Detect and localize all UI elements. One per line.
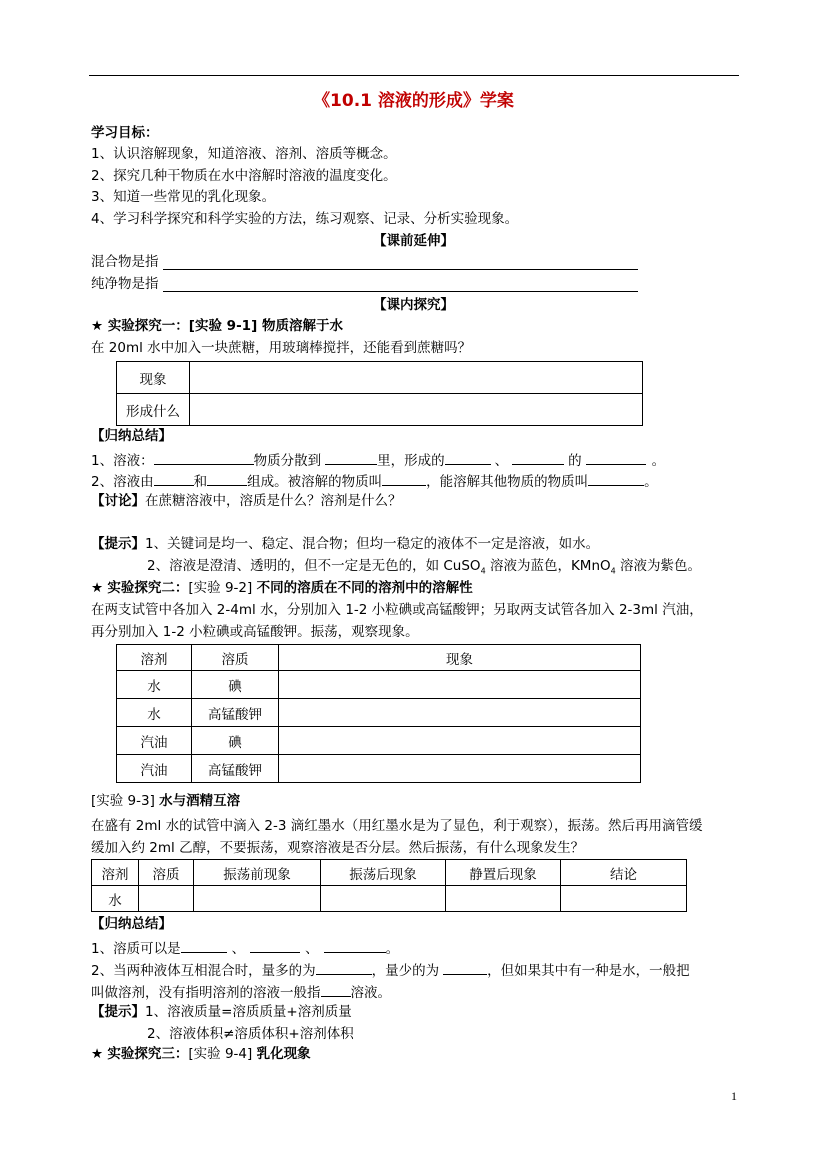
pure-blank[interactable] — [163, 291, 638, 292]
discussion: 【讨论】在蔗糖溶液中，溶质是什么？溶剂是什么？ — [91, 493, 402, 509]
table-header: 振荡前现象 — [194, 860, 321, 886]
exp3-heading: [实验 9-3] 水与酒精互溶 — [91, 793, 241, 809]
exp2-heading: ★ 实验探究二：[实验 9-2] 不同的溶质在不同的溶剂中的溶解性 — [91, 580, 473, 596]
table-row: 汽油 碘 — [117, 727, 641, 755]
table-row: 水 高锰酸钾 — [117, 699, 641, 727]
table-row: 汽油 高锰酸钾 — [117, 755, 641, 783]
header-rule — [89, 75, 739, 76]
answer-cell[interactable] — [139, 886, 194, 912]
objective-item: 1、认识溶解现象，知道溶液、溶剂、溶质等概念。 — [91, 146, 397, 162]
summary1-line1: 1、溶液： 物质分散到 里，形成的 、 的 。 — [91, 453, 666, 469]
pure-label: 纯净物是指 — [91, 276, 159, 292]
fill-blank[interactable] — [445, 452, 491, 465]
mixture-label: 混合物是指 — [91, 254, 159, 270]
table-header: 静置后现象 — [446, 860, 561, 886]
answer-cell[interactable] — [446, 886, 561, 912]
fill-blank[interactable] — [154, 452, 254, 465]
exp1-row-label: 现象 — [117, 362, 190, 394]
table-header: 现象 — [279, 645, 641, 671]
inclass-heading: 【课内探究】 — [373, 297, 454, 313]
fill-blank[interactable] — [154, 473, 194, 486]
summary1-heading: 【归纳总结】 — [91, 428, 172, 444]
exp2-description-1: 在两支试管中各加入 2-4ml 水，分别加入 1-2 小粒碘或高锰酸钾；另取两支试管各加入 2-3ml 汽油， — [91, 602, 703, 618]
page-number: 1 — [731, 1089, 737, 1103]
exp4-heading: ★ 实验探究三：[实验 9-4] 乳化现象 — [91, 1046, 311, 1062]
observation-cell[interactable] — [279, 699, 641, 727]
table-row: 水 碘 — [117, 671, 641, 699]
fill-blank[interactable] — [207, 473, 247, 486]
summary2-line2: 2、当两种液体互相混合时，量多的为 ，量少的为 ，但如果其中有一种是水，一般把 — [91, 963, 690, 979]
fill-blank[interactable] — [586, 452, 646, 465]
summary2-line3: 叫做溶剂，没有指明溶剂的溶液一般指 溶液。 — [91, 985, 391, 1001]
mixture-blank[interactable] — [163, 269, 638, 270]
preclass-heading: 【课前延伸】 — [373, 233, 454, 249]
table-header: 溶剂 — [92, 860, 139, 886]
observation-cell[interactable] — [279, 671, 641, 699]
observation-cell[interactable] — [279, 755, 641, 783]
exp1-table — [116, 361, 643, 426]
fill-blank[interactable] — [443, 962, 487, 975]
objective-item: 4、学习科学探究和科学实验的方法，练习观察、记录、分析实验现象。 — [91, 211, 519, 227]
exp1-description: 在 20ml 水中加入一块蔗糖，用玻璃棒搅拌，还能看到蔗糖吗？ — [91, 340, 472, 356]
fill-blank[interactable] — [588, 473, 644, 486]
star-icon: ★ — [91, 580, 104, 596]
tip1-line2: 2、溶液是澄清、透明的，但不一定是无色的，如 CuSO$_4$ 溶液为蓝色，KMnO$_4$ 溶液为紫色。 — [147, 558, 702, 576]
exp3-description-2: 缓加入约 2ml 乙醇，不要振荡，观察溶液是否分层。然后振荡，有什么现象发生？ — [91, 840, 585, 856]
fill-blank[interactable] — [316, 962, 372, 975]
star-icon: ★ — [91, 318, 104, 334]
observation-cell[interactable] — [279, 727, 641, 755]
fill-blank[interactable] — [321, 984, 351, 997]
answer-cell[interactable] — [321, 886, 446, 912]
fill-blank[interactable] — [181, 940, 227, 953]
tip2-line1: 【提示】1、溶液质量=溶质质量+溶剂质量 — [91, 1004, 352, 1020]
exp1-answer-cell[interactable] — [190, 394, 643, 426]
summary2-heading: 【归纳总结】 — [91, 916, 172, 932]
fill-blank[interactable] — [324, 940, 386, 953]
answer-cell[interactable] — [561, 886, 687, 912]
table-header: 振荡后现象 — [321, 860, 446, 886]
table-header: 结论 — [561, 860, 687, 886]
objectives-heading: 学习目标： — [91, 125, 159, 141]
tip2-line2: 2、溶液体积≠溶质体积+溶剂体积 — [147, 1026, 354, 1042]
objective-item: 3、知道一些常见的乳化现象。 — [91, 189, 276, 205]
summary2-line1: 1、溶质可以是 、 、 。 — [91, 941, 400, 957]
star-icon: ★ — [91, 1046, 104, 1062]
page-title: 《10.1 溶液的形成》学案 — [313, 91, 514, 111]
tip1-line1: 【提示】1、关键词是均一、稳定、混合物；但均一稳定的液体不一定是溶液，如水。 — [91, 536, 600, 552]
table-header: 溶质 — [192, 645, 279, 671]
objective-item: 2、探究几种干物质在水中溶解时溶液的温度变化。 — [91, 168, 397, 184]
exp1-heading — [91, 320, 343, 334]
exp2-table — [116, 644, 641, 783]
exp1-row-label: 形成什么 — [117, 394, 190, 426]
exp2-description-2: 再分别加入 1-2 小粒碘或高锰酸钾。振荡，观察现象。 — [91, 624, 419, 640]
exp1-title: 实验探究一：[实验 9-1] 物质溶解于水 — [107, 318, 343, 334]
summary1-line2: 2、溶液由 和 组成。被溶解的物质叫 ，能溶解其他物质的物质叫 。 — [91, 474, 658, 490]
table-header: 溶剂 — [117, 645, 192, 671]
table-row: 水 — [92, 886, 687, 912]
fill-blank[interactable] — [325, 452, 377, 465]
fill-blank[interactable] — [382, 473, 426, 486]
fill-blank[interactable] — [250, 940, 300, 953]
answer-cell[interactable] — [194, 886, 321, 912]
fill-blank[interactable] — [512, 452, 564, 465]
exp1-answer-cell[interactable] — [190, 362, 643, 394]
exp3-table — [91, 859, 687, 912]
exp3-description-1: 在盛有 2ml 水的试管中滴入 2-3 滴红墨水（用红墨水是为了显色，利于观察），振荡。然后再用滴管缓 — [91, 818, 703, 834]
table-header: 溶质 — [139, 860, 194, 886]
